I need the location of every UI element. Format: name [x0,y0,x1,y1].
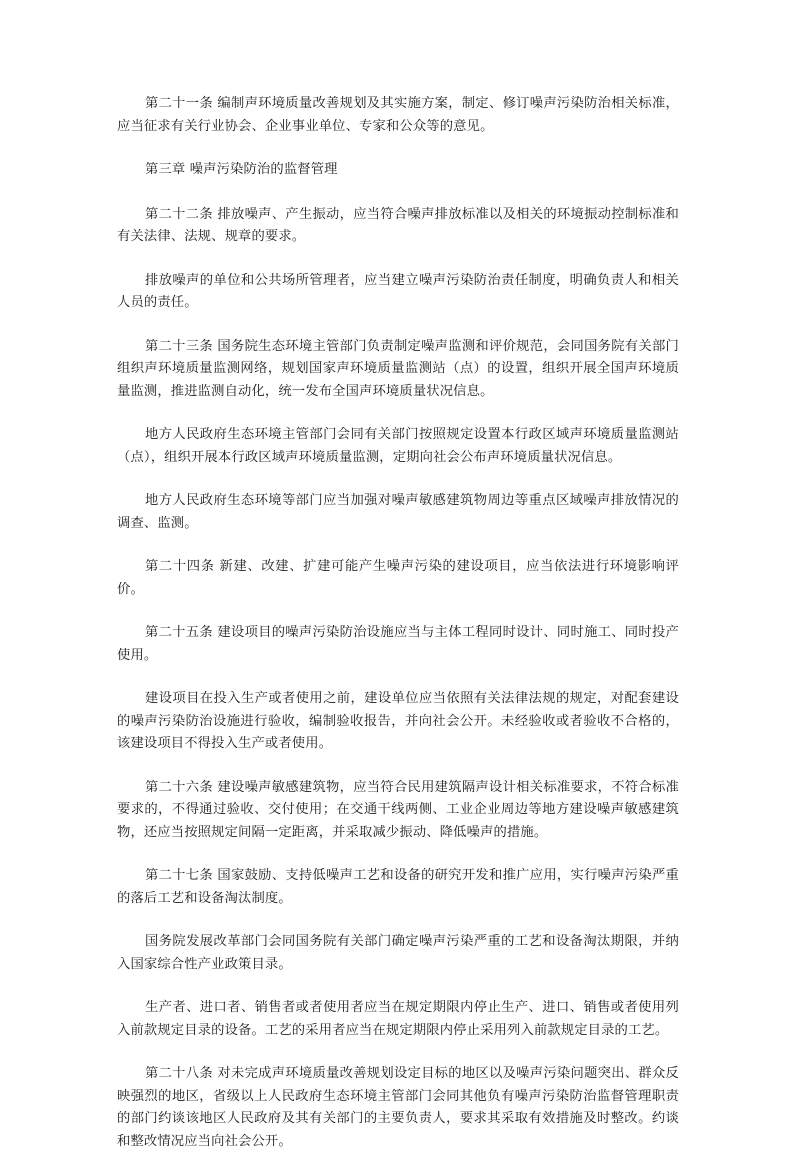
article-21-paragraph: 第二十一条 编制声环境质量改善规划及其实施方案，制定、修订噪声污染防治相关标准，应当征求有关行业协会、企业事业单位、专家和公众等的意见。 [117,96,679,134]
article-23-clause-2: 地方人民政府生态环境主管部门会同有关部门按照规定设置本行政区域声环境质量监测站（点），组织开展本行政区域声环境质量监测，定期向社会公布声环境质量状况信息。 [117,427,679,465]
article-26-paragraph: 第二十六条 建设噪声敏感建筑物，应当符合民用建筑隔声设计相关标准要求，不符合标准要求的，不得通过验收、交付使用；在交通干线两侧、工业企业周边等地方建设噪声敏感建筑物，还应当按照规定间隔一定距离，并采取减少振动、降低噪声的措施。 [117,779,679,840]
article-28-paragraph: 第二十八条 对未完成声环境质量改善规划设定目标的地区以及噪声污染问题突出、群众反映强烈的地区，省级以上人民政府生态环境主管部门会同其他负有噪声污染防治监督管理职责的部门约谈该地区人民政府及其有关部门的主要负责人，要求其采取有效措施及时整改。约谈和整改情况应当向社会公开。 [117,1066,679,1149]
article-27-clause-3: 生产者、进口者、销售者或者使用者应当在规定期限内停止生产、进口、销售或者使用列入前款规定目录的设备。工艺的采用者应当在规定期限内停止采用列入前款规定目录的工艺。 [117,1000,679,1038]
article-25-paragraph: 第二十五条 建设项目的噪声污染防治设施应当与主体工程同时设计、同时施工、同时投产使用。 [117,625,679,663]
article-27-clause-2: 国务院发展改革部门会同国务院有关部门确定噪声污染严重的工艺和设备淘汰期限，并纳入国家综合性产业政策目录。 [117,934,679,972]
article-22-paragraph: 第二十二条 排放噪声、产生振动，应当符合噪声排放标准以及相关的环境振动控制标准和有关法律、法规、规章的要求。 [117,206,679,244]
article-23-paragraph: 第二十三条 国务院生态环境主管部门负责制定噪声监测和评价规范，会同国务院有关部门组织声环境质量监测网络，规划国家声环境质量监测站（点）的设置，组织开展全国声环境质量监测，推进监测自动化，统一发布全国声环境质量状况信息。 [117,338,679,399]
article-22-clause-2: 排放噪声的单位和公共场所管理者，应当建立噪声污染防治责任制度，明确负责人和相关人员的责任。 [117,272,679,310]
article-25-clause-2: 建设项目在投入生产或者使用之前，建设单位应当依照有关法律法规的规定，对配套建设的噪声污染防治设施进行验收，编制验收报告，并向社会公开。未经验收或者验收不合格的，该建设项目不得投入生产或者使用。 [117,691,679,751]
article-24-paragraph: 第二十四条 新建、改建、扩建可能产生噪声污染的建设项目，应当依法进行环境影响评价。 [117,559,679,597]
article-27-paragraph: 第二十七条 国家鼓励、支持低噪声工艺和设备的研究开发和推广应用，实行噪声污染严重的落后工艺和设备淘汰制度。 [117,868,679,906]
document-page [117,93,679,1174]
chapter-3-heading: 第三章 噪声污染防治的监督管理 [145,162,338,177]
article-23-clause-3: 地方人民政府生态环境等部门应当加强对噪声敏感建筑物周边等重点区域噪声排放情况的调查、监测。 [117,493,679,531]
